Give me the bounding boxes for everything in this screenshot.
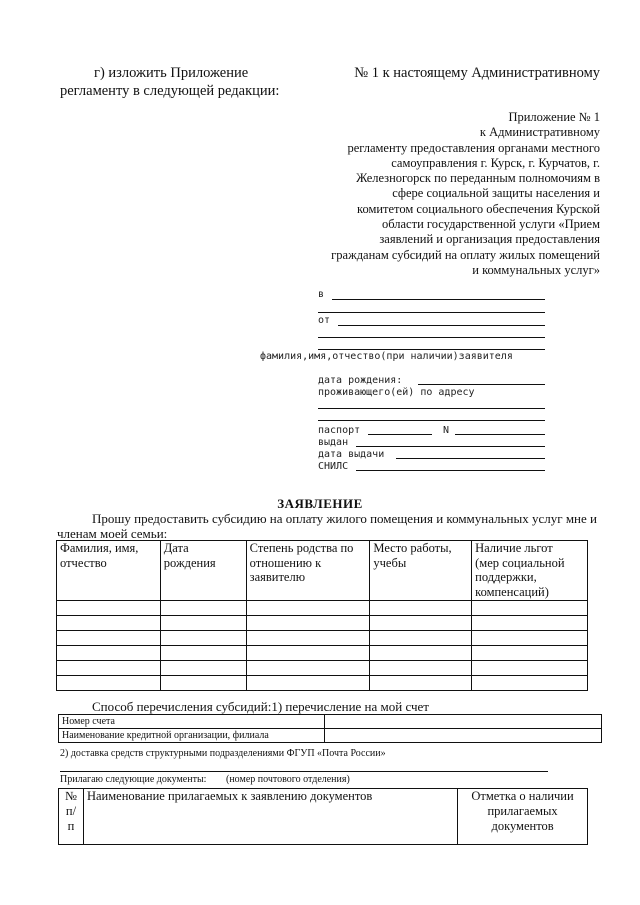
table-row[interactable] (57, 646, 588, 661)
address-field-line-2[interactable] (318, 420, 545, 421)
col-header-birth-date: Дата рождения (160, 541, 246, 601)
passport-number-field[interactable] (455, 434, 545, 435)
passport-series-field[interactable] (368, 434, 432, 435)
address-field-line[interactable] (318, 408, 545, 409)
appendix-line: регламенту предоставления органами местного (347, 140, 600, 155)
appendix-line: заявлений и организация предоставления (379, 232, 600, 247)
delivery-option: 2) доставка средств структурными подразделениями ФГУП «Почта России» (60, 748, 386, 759)
appendix-line: Железногорск по переданным полномочиям в (356, 171, 600, 186)
document-title: ЗАЯВЛЕНИЕ (277, 496, 363, 511)
table-row[interactable] (57, 616, 588, 631)
postal-office-field[interactable] (60, 771, 548, 772)
to-label: в (318, 289, 325, 300)
appendix-line: области государственной услуги «Прием (381, 217, 600, 232)
appendix-line: к Административному (479, 125, 600, 140)
account-number-field[interactable] (324, 715, 601, 729)
birth-date-label: дата рождения: (318, 375, 403, 386)
issue-date-field[interactable] (396, 458, 545, 459)
request-line-1: Прошу предоставить субсидию на оплату жилого помещения и коммунальных услуг мне и (92, 511, 597, 526)
request-line-2: членам моей семьи: (57, 526, 168, 541)
issued-field[interactable] (356, 446, 545, 447)
appendix-line: самоуправления г. Курск, г. Курчатов, г. (391, 155, 600, 170)
appendix-line: комитетом социального обеспечения Курской (357, 201, 600, 216)
appendix-header (310, 110, 600, 278)
family-members-table (56, 540, 588, 691)
to-field-line[interactable] (332, 299, 545, 300)
table-row[interactable] (57, 601, 588, 616)
from-field-line-2[interactable] (318, 337, 545, 338)
from-label: от (318, 315, 331, 326)
passport-number-label: N (443, 425, 450, 436)
from-field-line-3[interactable] (318, 349, 545, 350)
col-header-workplace: Место работы, учебы (370, 541, 472, 601)
table-header-row (57, 541, 588, 601)
bank-name-label: Наименование кредитной организации, филиала (59, 729, 325, 743)
table-row (59, 729, 602, 743)
passport-label: паспорт (318, 425, 361, 436)
issue-date-label: дата выдачи (318, 449, 385, 460)
col-header-attached-mark: Отметка о наличии прилагаемых документов (458, 789, 588, 845)
intro-part2: № 1 к настоящему Административному (354, 65, 600, 81)
table-row[interactable] (57, 631, 588, 646)
intro-line2: регламенту в следующей редакции: (60, 83, 280, 99)
bank-name-field[interactable] (324, 729, 601, 743)
appendix-line: гражданам субсидий на оплату жилых помещений (331, 247, 600, 262)
col-header-benefits: Наличие льгот (мер социальной поддержки, компенсаций) (472, 541, 588, 601)
col-header-fio: Фамилия, имя, отчество (57, 541, 161, 601)
col-header-document-name: Наименование прилагаемых к заявлению документов (83, 789, 457, 845)
table-row[interactable] (57, 676, 588, 691)
table-row (59, 715, 602, 729)
payment-method-label: Способ перечисления субсидий:1) перечисление на мой счет (92, 699, 429, 714)
fio-caption: фамилия,имя,отчество(при наличии)заявителя (260, 351, 513, 362)
col-header-relation: Степень родства по отношению к заявителю (246, 541, 370, 601)
birth-date-field[interactable] (418, 384, 545, 385)
residing-label: проживающего(ей) по адресу (318, 387, 475, 398)
attach-documents-label: Прилагаю следующие документы: (60, 774, 207, 785)
account-number-label: Номер счета (59, 715, 325, 729)
table-header-row (59, 789, 588, 845)
issued-label: выдан (318, 437, 349, 448)
intro-paragraph (60, 64, 600, 100)
intro-part1: г) изложить Приложение (94, 65, 249, 81)
table-row[interactable] (57, 661, 588, 676)
snils-label: СНИЛС (318, 461, 349, 472)
appendix-line: сфере социальной защиты населения и (392, 186, 600, 201)
snils-field[interactable] (356, 470, 545, 471)
from-field-line[interactable] (338, 325, 545, 326)
col-header-number: № п/ п (59, 789, 84, 845)
appendix-line: и коммунальных услуг» (472, 262, 600, 277)
to-field-line-2[interactable] (318, 312, 545, 313)
bank-details-table (58, 714, 602, 743)
attached-documents-table (58, 788, 588, 845)
postal-office-caption: (номер почтового отделения) (226, 774, 350, 785)
appendix-line: Приложение № 1 (508, 110, 600, 124)
